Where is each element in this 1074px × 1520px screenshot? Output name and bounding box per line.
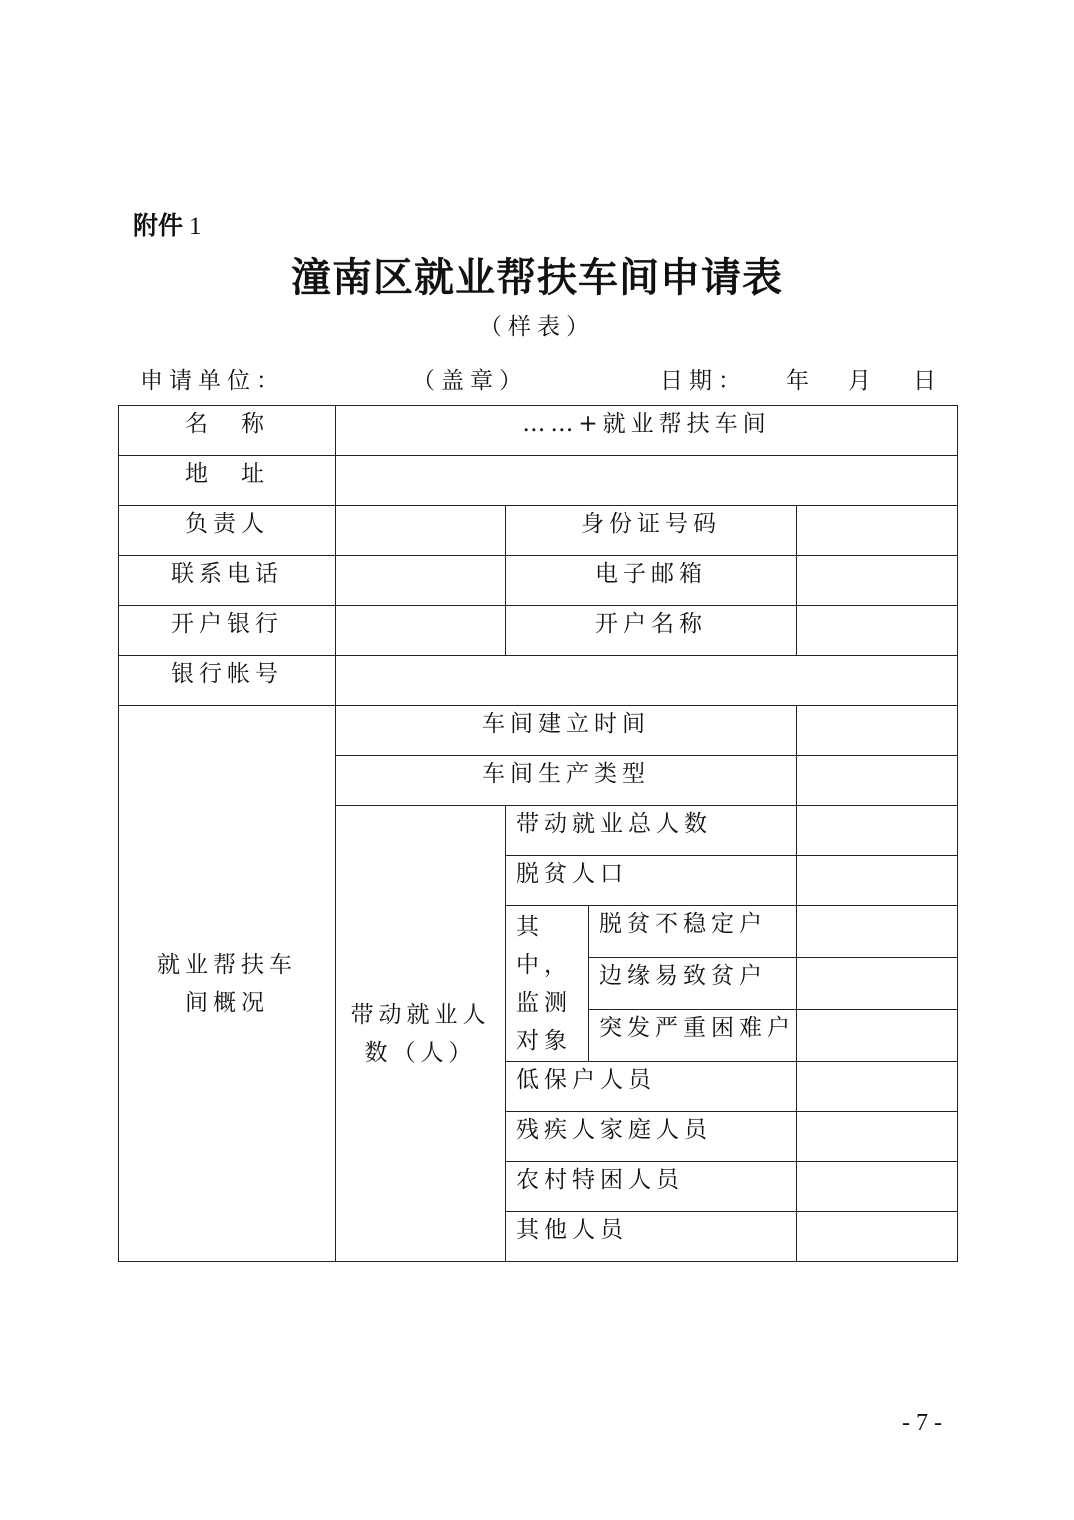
edge-value-cell[interactable] [797,958,958,1010]
row-person [119,506,958,556]
date-label: 日期： [660,368,747,394]
attachment-label [133,206,202,242]
day-label: 日 [913,368,942,394]
rural-value-cell[interactable] [797,1162,958,1212]
applicant-label: 申请单位： [140,368,285,394]
low-income-label-cell: 低保户人员 [506,1062,797,1112]
account-name-label-cell: 开户名称 [506,606,797,656]
production-type-value-cell[interactable] [797,756,958,806]
name-label-cell: 名 称 [119,406,336,456]
seal-label: （盖章） [412,368,528,394]
row-bank [119,606,958,656]
year-label: 年 [786,368,815,394]
bank-value-cell[interactable] [336,606,506,656]
poverty-exit-label-cell: 脱贫人口 [506,856,797,906]
phone-value-cell[interactable] [336,556,506,606]
row-address [119,456,958,506]
low-income-value-cell[interactable] [797,1062,958,1112]
poverty-exit-value-cell[interactable] [797,856,958,906]
address-value-cell[interactable] [336,456,958,506]
attachment-number: 1 [189,213,202,240]
page-title: 潼南区就业帮扶车间申请表 [291,254,783,301]
sudden-value-cell[interactable] [797,1010,958,1062]
employment-count-label-cell [336,806,506,1262]
other-value-cell[interactable] [797,1212,958,1262]
phone-label-cell: 联系电话 [119,556,336,606]
row-account-number [119,656,958,706]
email-value-cell[interactable] [797,556,958,606]
row-name [119,406,958,456]
established-label-cell: 车间建立时间 [336,706,797,756]
disabled-value-cell[interactable] [797,1112,958,1162]
other-label-cell: 其他人员 [506,1212,797,1262]
account-number-label-cell: 银行帐号 [119,656,336,706]
edge-label-cell: 边缘易致贫户 [589,958,797,1010]
production-type-label-cell: 车间生产类型 [336,756,797,806]
row-established [119,706,958,756]
page-subtitle: （样表） [479,314,595,340]
account-number-value-cell[interactable] [336,656,958,706]
monitor-label-cell [506,906,589,1062]
id-label-cell: 身份证号码 [506,506,797,556]
monitor-label: 其中，监测对象 [516,913,572,1054]
established-value-cell[interactable] [797,706,958,756]
total-value-cell[interactable] [797,806,958,856]
total-label-cell: 带动就业总人数 [506,806,797,856]
attachment-text: 附件 [133,211,184,240]
id-value-cell[interactable] [797,506,958,556]
row-phone [119,556,958,606]
rural-label-cell: 农村特困人员 [506,1162,797,1212]
application-table [118,405,958,1262]
person-value-cell[interactable] [336,506,506,556]
employment-count-label: 带动就业人数（人） [350,1001,491,1066]
email-label-cell: 电子邮箱 [506,556,797,606]
page-number: - 7 - [902,1410,942,1436]
account-name-value-cell[interactable] [797,606,958,656]
overview-label: 就业帮扶车间概况 [157,951,297,1016]
sudden-label-cell: 突发严重困难户 [589,1010,797,1062]
month-label: 月 [848,368,877,394]
unstable-value-cell[interactable] [797,906,958,958]
name-value-cell[interactable]: ……+就业帮扶车间 [336,406,958,456]
address-label-cell: 地 址 [119,456,336,506]
overview-label-cell [119,706,336,1262]
bank-label-cell: 开户银行 [119,606,336,656]
unstable-label-cell: 脱贫不稳定户 [589,906,797,958]
disabled-label-cell: 残疾人家庭人员 [506,1112,797,1162]
person-label-cell: 负责人 [119,506,336,556]
